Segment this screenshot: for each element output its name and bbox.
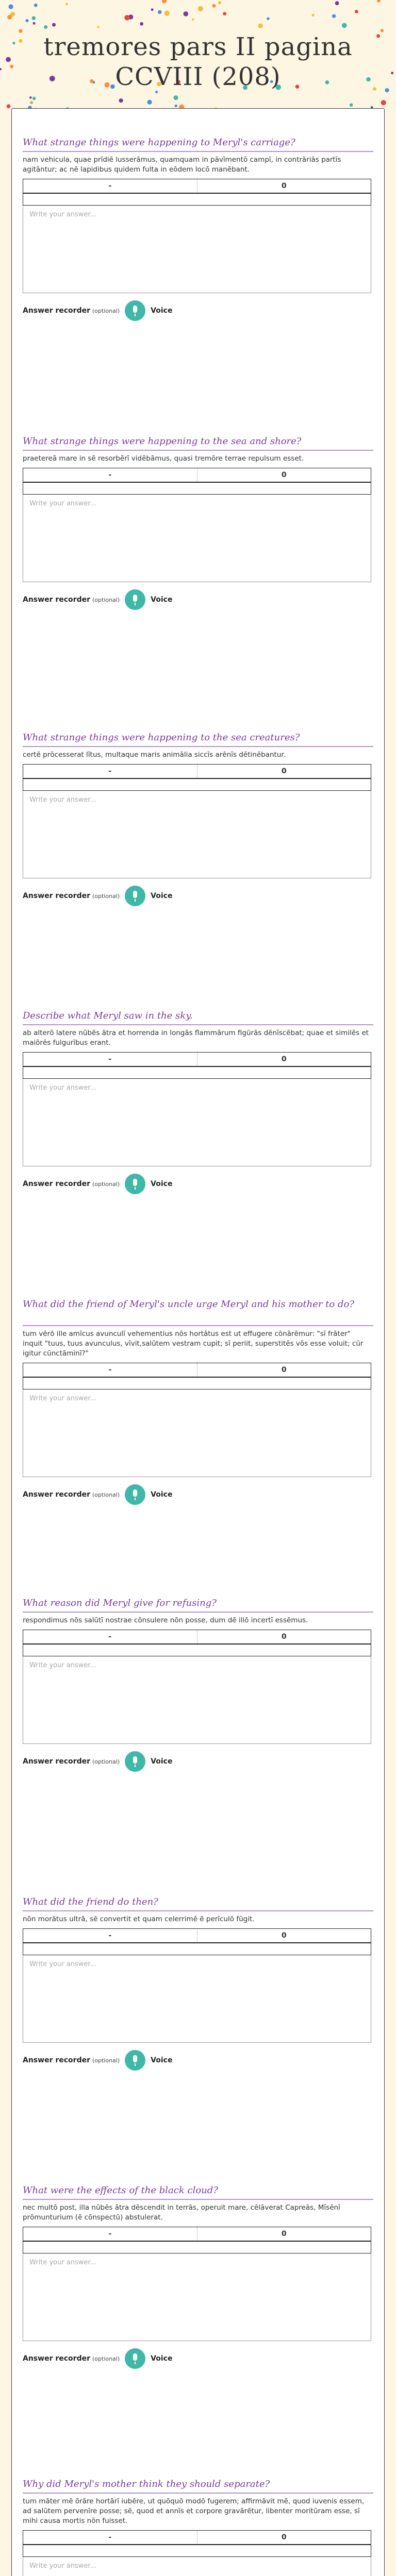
confetti-dot	[355, 10, 358, 13]
rating-label-zero[interactable]: 0	[281, 1055, 287, 1063]
latin-passage: nec multō post, illa nūbēs ātra dēscendit in terrās, operuit mare, cēlāverat Capreās, Mīsēnī prōmunturium (ē cōnspectū) abstulerat.	[23, 2204, 340, 2222]
latin-passage: tum vērō ille amīcus avunculī vehementius nōs hortātus est ut effugere cōnārēmur: "sī frāter" inquit "tuus, tuus avunculus, vīvit,salūtem vestram cupit; sī periit, superstitēs vōs esse voluit; cūr igitur cūnctāminī?"	[23, 1330, 364, 1358]
recorder-optional: (optional)	[92, 307, 120, 314]
rating-scale[interactable]	[23, 1928, 371, 1955]
rating-scale[interactable]	[23, 179, 371, 206]
confetti-dot	[52, 23, 56, 27]
question-block	[23, 1010, 373, 1195]
voice-label: Voice	[151, 1490, 173, 1499]
question-block	[23, 1896, 373, 2072]
microphone-icon[interactable]	[125, 1751, 145, 1772]
latin-passage: nam vehicula, quae prīdiē lusserāmus, quamquam in pāvīmentō campī, in contrāriās partīs agitāntur; ac nē lapidibus quidem fulta in eōdem locō manēbant.	[23, 156, 341, 174]
divider	[23, 1024, 373, 1025]
confetti-dot	[381, 100, 386, 105]
rating-row	[23, 1378, 371, 1389]
confetti-dot	[184, 11, 189, 16]
answer-textarea[interactable]: Write your answer...	[23, 206, 371, 293]
question-block	[23, 1298, 373, 1506]
microphone-icon[interactable]	[125, 300, 145, 321]
confetti-dot	[30, 101, 33, 104]
confetti-dot	[29, 96, 32, 99]
recorder-optional: (optional)	[92, 1758, 120, 1765]
rating-label-minus[interactable]: -	[108, 182, 112, 190]
answer-recorder	[23, 299, 373, 322]
rating-row	[23, 779, 371, 790]
question-title: What strange things were happening to the sea creatures?	[23, 732, 300, 743]
confetti-dot	[147, 100, 152, 105]
voice-label: Voice	[151, 307, 173, 315]
confetti-dot	[223, 12, 226, 15]
confetti-dot	[158, 10, 161, 14]
question-title: What reason did Meryl give for refusing?	[23, 1598, 217, 1608]
voice-label: Voice	[151, 2354, 173, 2363]
answer-recorder	[23, 2347, 373, 2370]
divider	[23, 2493, 373, 2494]
divider	[23, 1325, 373, 1326]
rating-label-zero[interactable]: 0	[281, 471, 287, 479]
confetti-dot	[44, 25, 47, 29]
recorder-label: Answer recorder	[23, 2056, 90, 2064]
rating-scale[interactable]	[23, 764, 371, 791]
answer-recorder	[23, 2049, 373, 2072]
rating-label-zero[interactable]: 0	[281, 182, 287, 190]
rating-scale[interactable]	[23, 1363, 371, 1389]
confetti-dot	[10, 12, 15, 16]
divider	[23, 450, 373, 451]
voice-label: Voice	[151, 1757, 173, 1766]
rating-label-minus[interactable]: -	[108, 1931, 112, 1940]
confetti-dot	[34, 4, 38, 7]
rating-row	[23, 194, 371, 205]
rating-label-minus[interactable]: -	[108, 1055, 112, 1063]
rating-label-zero[interactable]: 0	[281, 2533, 287, 2541]
answer-textarea[interactable]: Write your answer...	[23, 791, 371, 878]
confetti-dot	[124, 15, 129, 20]
confetti-dot	[174, 95, 178, 100]
question-title: What strange things were happening to Meryl's carriage?	[23, 137, 295, 148]
divider	[23, 151, 373, 152]
confetti-dot	[258, 24, 262, 28]
question-block	[23, 1597, 373, 1773]
answer-textarea[interactable]: Write your answer...	[23, 1656, 371, 1744]
confetti-dot	[175, 105, 177, 107]
voice-label: Voice	[151, 596, 173, 604]
rating-label-minus[interactable]: -	[108, 1366, 112, 1374]
divider	[23, 746, 373, 747]
question-title: What strange things were happening to the sea and shore?	[23, 436, 302, 447]
latin-passage: respondimus nōs salūtī nostrae cōnsulere nōn posse, dum dē illō incertī essēmus.	[23, 1616, 308, 1624]
latin-passage: certē prōcesserat lītus, multaque maris animālia siccīs arēnīs dētinēbantur.	[23, 751, 286, 759]
recorder-optional: (optional)	[92, 1491, 120, 1498]
divider	[23, 1612, 373, 1613]
rating-row	[23, 2242, 371, 2253]
latin-passage: tum māter mē ōrāre hortārī iubēre, ut quōquō modō fugerem; affirmāvit mē, quod iuvenis essem, ad salūtem pervenīre posse; sē, quod et annīs et corpore gravārētur, libenter moritūram esse, sī mihi causa mortis nōn fuisset.	[23, 2497, 365, 2525]
voice-label: Voice	[151, 2056, 173, 2064]
confetti-dot	[192, 19, 194, 21]
confetti-dot	[33, 22, 36, 25]
rating-label-minus[interactable]: -	[108, 471, 112, 479]
confetti-dot	[162, 0, 167, 3]
confetti-dot	[267, 18, 269, 20]
answer-textarea[interactable]: Write your answer...	[23, 2557, 371, 2576]
recorder-label: Answer recorder	[23, 596, 90, 604]
confetti-dot	[65, 3, 68, 6]
recorder-label: Answer recorder	[23, 2354, 90, 2363]
answer-textarea[interactable]: Write your answer...	[23, 2253, 371, 2341]
rating-row	[23, 483, 371, 494]
microphone-icon[interactable]	[125, 589, 145, 610]
latin-passage: nōn morātus ultrā, sē convertit et quam celerrimē ē perīculō fūgit.	[23, 1915, 255, 1923]
question-block	[23, 2184, 373, 2370]
answer-recorder	[23, 1483, 373, 1506]
rating-label-minus[interactable]: -	[108, 1633, 112, 1641]
answer-textarea[interactable]: Write your answer...	[23, 495, 371, 582]
question-title: Why did Meryl's mother think they should separate?	[23, 2479, 270, 2489]
question-title: What did the friend do then?	[23, 1896, 158, 1907]
rating-label-zero[interactable]: 0	[281, 1366, 287, 1374]
answer-textarea[interactable]: Write your answer...	[23, 1079, 371, 1166]
rating-scale[interactable]	[23, 2530, 371, 2557]
confetti-dot	[350, 104, 353, 107]
recorder-label: Answer recorder	[23, 307, 90, 315]
answer-recorder	[23, 1173, 373, 1195]
rating-scale[interactable]	[23, 1052, 371, 1079]
confetti-dot	[151, 8, 154, 11]
rating-label-zero[interactable]: 0	[281, 2230, 287, 2238]
microphone-icon[interactable]	[125, 2050, 145, 2071]
answer-recorder	[23, 588, 373, 611]
question-block	[23, 435, 373, 611]
latin-passage: praetereā mare in sē resorbērī vidēbāmus, quasi tremōre terrae repulsum esset.	[23, 454, 304, 463]
voice-label: Voice	[151, 1180, 173, 1188]
microphone-icon[interactable]	[125, 1484, 145, 1505]
divider	[23, 2199, 373, 2200]
rating-label-minus[interactable]: -	[108, 767, 112, 775]
microphone-icon[interactable]	[125, 1174, 145, 1194]
confetti-dot	[7, 105, 11, 109]
confetti-dot	[97, 26, 99, 28]
rating-label-minus[interactable]: -	[108, 2230, 112, 2238]
confetti-dot	[32, 16, 36, 20]
confetti-dot	[198, 6, 203, 11]
confetti-dot	[164, 11, 170, 16]
confetti-dot	[9, 4, 13, 9]
confetti-dot	[218, 1, 221, 4]
rating-label-zero[interactable]: 0	[281, 1931, 287, 1940]
recorder-label: Answer recorder	[23, 892, 90, 900]
confetti-dot	[377, 0, 381, 3]
confetti-dot	[25, 19, 28, 22]
confetti-dot	[140, 22, 143, 26]
answer-textarea[interactable]: Write your answer...	[23, 1955, 371, 2043]
recorder-optional: (optional)	[92, 892, 120, 900]
confetti-dot	[119, 98, 123, 103]
divider	[23, 1910, 373, 1911]
question-title: What did the friend of Meryl's uncle urge Meryl and his mother to do?	[23, 1299, 354, 1310]
confetti-dot	[342, 23, 347, 28]
rating-label-zero[interactable]: 0	[281, 767, 287, 775]
recorder-label: Answer recorder	[23, 1180, 90, 1188]
confetti-dot	[312, 14, 315, 16]
recorder-optional: (optional)	[92, 1180, 120, 1188]
question-block	[23, 2478, 373, 2576]
microphone-icon[interactable]	[125, 2348, 145, 2369]
page-title: tremores pars II pagina CCVIII (208)	[43, 32, 353, 91]
answer-recorder	[23, 1750, 373, 1773]
rating-label-zero[interactable]: 0	[281, 1633, 287, 1641]
answer-textarea[interactable]: Write your answer...	[23, 1389, 371, 1477]
latin-passage: ab alterō latere nūbēs ātra et horrenda in longās flammārum figūrās dēnīscēbat; quae et similēs et maiōrēs fulgurībus erant.	[23, 1029, 369, 1047]
rating-label-minus[interactable]: -	[108, 2533, 112, 2541]
microphone-icon[interactable]	[125, 886, 145, 906]
confetti-dot	[335, 1, 339, 5]
recorder-label: Answer recorder	[23, 1757, 90, 1766]
recorder-optional: (optional)	[92, 2057, 120, 2064]
question-block	[23, 137, 373, 322]
question-title: What were the effects of the black cloud?	[23, 2185, 218, 2196]
recorder-optional: (optional)	[92, 596, 120, 603]
rating-row	[23, 1067, 371, 1078]
voice-label: Voice	[151, 892, 173, 900]
question-title: Describe what Meryl saw in the sky.	[23, 1010, 193, 1021]
confetti-dot	[212, 4, 216, 8]
recorder-label: Answer recorder	[23, 1490, 90, 1499]
rating-scale[interactable]	[23, 2227, 371, 2253]
confetti-dot	[332, 14, 336, 18]
recorder-optional: (optional)	[92, 2355, 120, 2362]
question-block	[23, 732, 373, 907]
rating-row	[23, 1645, 371, 1656]
answer-recorder	[23, 885, 373, 907]
rating-scale[interactable]	[23, 1630, 371, 1656]
confetti-dot	[32, 97, 36, 100]
rating-row	[23, 1943, 371, 1955]
rating-scale[interactable]	[23, 468, 371, 495]
rating-row	[23, 2545, 371, 2556]
